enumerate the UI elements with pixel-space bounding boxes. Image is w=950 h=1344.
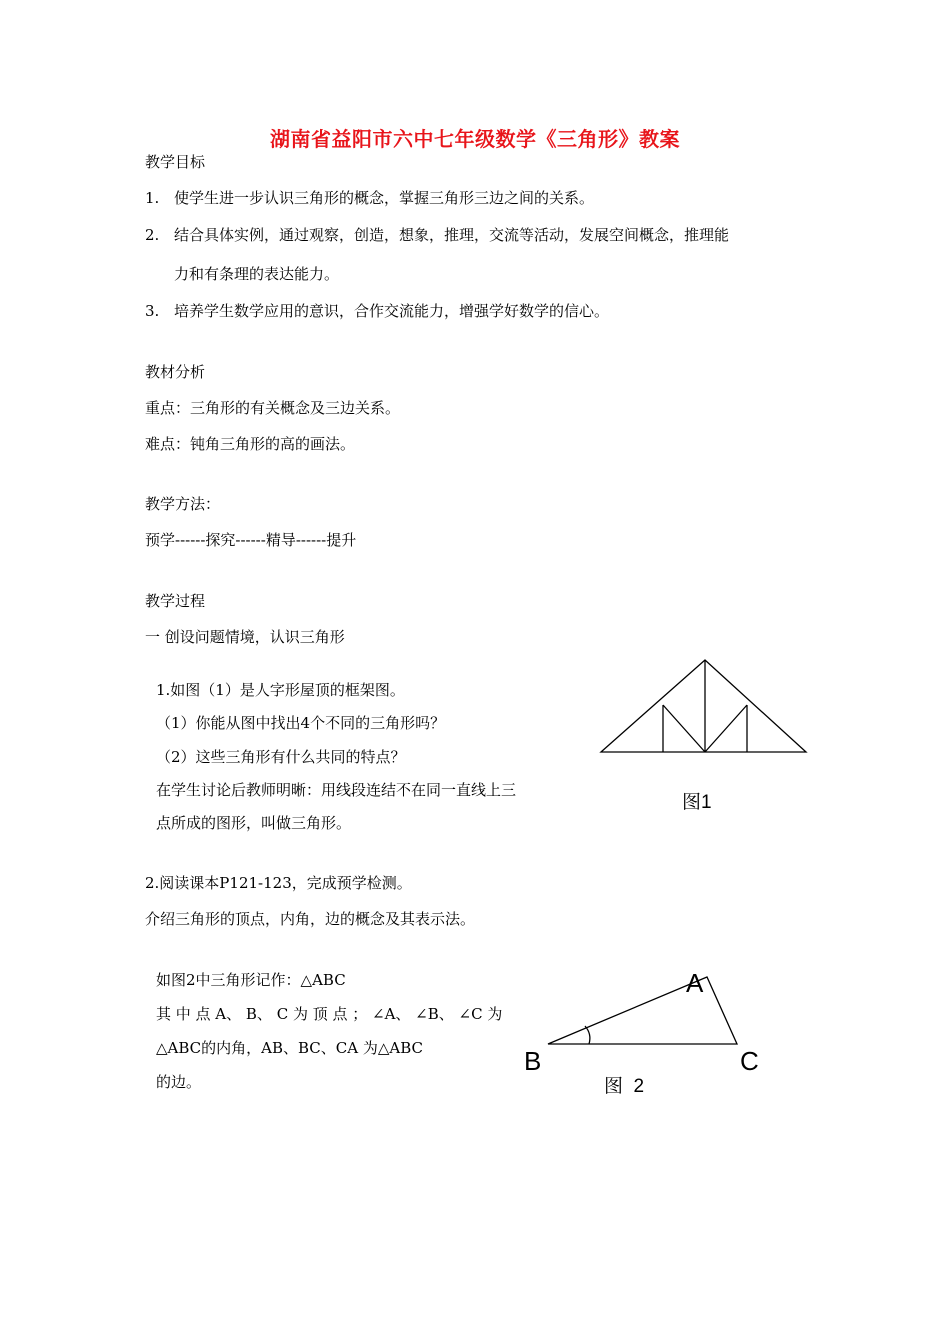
question-1-intro: 1.如图（1）是人字形屋顶的框架图。 — [156, 681, 405, 699]
process-heading: 教学过程 — [145, 592, 206, 610]
objective-3-number: 3. — [145, 302, 160, 320]
figure-1-caption: 图1 — [682, 792, 712, 813]
definition-line-3: △ABC的内角，AB、BC、CA 为△ABC — [156, 1039, 424, 1057]
objectives-heading: 教学目标 — [145, 153, 206, 171]
objective-3-text: 培养学生数学应用的意识，合作交流能力，增强学好数学的信心。 — [174, 302, 610, 320]
document-title: 湖南省益阳市六中七年级数学《三角形》教案 — [270, 127, 680, 151]
definition-line-4: 的边。 — [156, 1073, 202, 1091]
objective-2-text-continued: 力和有条理的表达能力。 — [174, 265, 340, 283]
difficulty-point: 难点：钝角三角形的高的画法。 — [145, 435, 356, 453]
figure-2-caption: 图 2 — [604, 1076, 645, 1097]
analysis-heading: 教材分析 — [145, 363, 206, 381]
objective-1-text: 使学生进一步认识三角形的概念，掌握三角形三边之间的关系。 — [174, 189, 595, 207]
vertex-c-label: C — [740, 1046, 759, 1076]
conclusion-line-1: 在学生讨论后教师明晰：用线段连结不在同一直线上三 — [156, 781, 517, 799]
definition-line-1: 如图2中三角形记作：△ABC — [156, 971, 346, 989]
method-steps: 预学------探究------精导------提升 — [145, 531, 357, 549]
question-1-part-b: （2）这些三角形有什么共同的特点？ — [156, 748, 406, 766]
question-2-reading: 2.阅读课本P121-123，完成预学检测。 — [145, 874, 412, 892]
objective-1-number: 1. — [145, 189, 160, 207]
section-1-heading: 一 创设问题情境，认识三角形 — [145, 628, 345, 646]
vertex-b-label: B — [524, 1046, 542, 1076]
triangle-abc — [548, 977, 737, 1044]
objective-2-number: 2. — [145, 226, 160, 244]
question-2-intro: 介绍三角形的顶点，内角，边的概念及其表示法。 — [145, 910, 476, 928]
method-heading: 教学方法： — [145, 495, 221, 513]
key-point: 重点：三角形的有关概念及三边关系。 — [145, 399, 401, 417]
question-1-part-a: （1）你能从图中找出4个不同的三角形吗？ — [156, 714, 446, 732]
objective-2-text: 结合具体实例，通过观察，创造，想象，推理，交流等活动，发展空间概念，推理能 — [174, 226, 730, 244]
vertex-a-label: A — [686, 968, 704, 998]
definition-line-2: 其 中 点 A、 B、 C 为 顶 点 ； ∠A、 ∠B、 ∠C 为 — [156, 1005, 503, 1023]
conclusion-line-2: 点所成的图形，叫做三角形。 — [156, 814, 352, 832]
